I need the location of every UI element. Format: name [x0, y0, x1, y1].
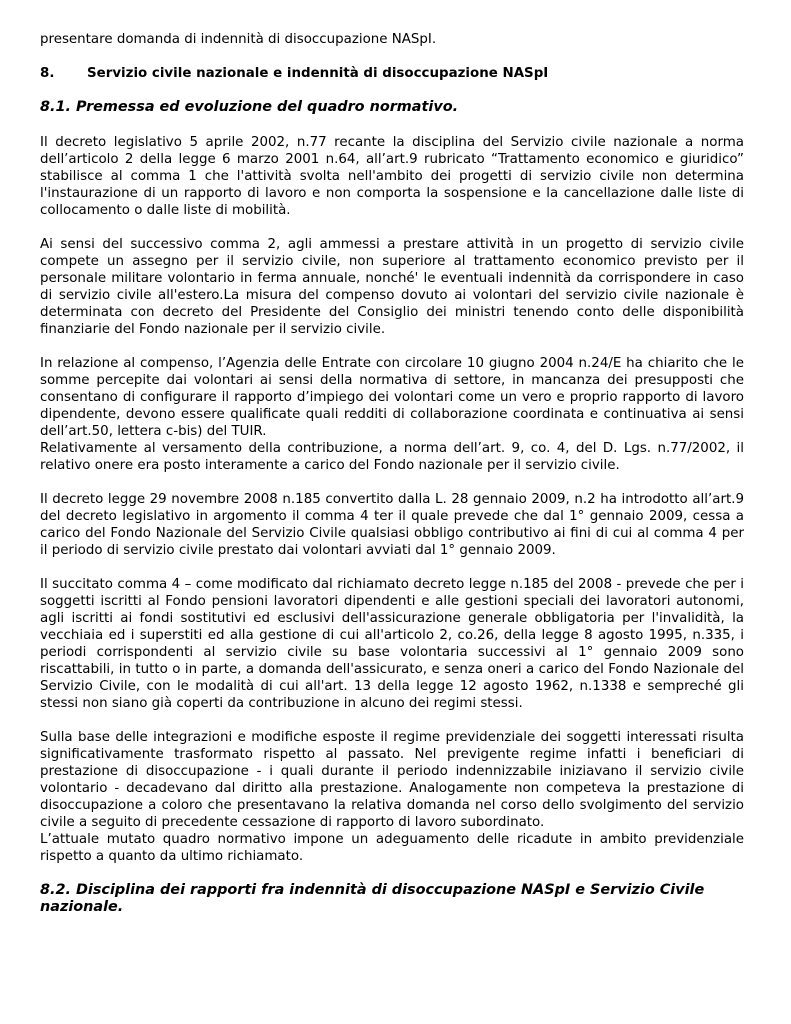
subsection-heading-1: 8.1. Premessa ed evoluzione del quadro normativo.	[40, 99, 459, 115]
section-heading	[40, 65, 744, 82]
document-page	[40, 31, 744, 917]
paragraph: Ai sensi del successivo comma 2, agli ammessi a prestare attività in un progetto di servizio civile compete un assegno per il servizio civile, non superiore al trattamento economico previsto per il personale militare volontario in ferma annuale, nonché' le eventuali indennità da corrispondere in caso di servizio civile all'estero.La misura del compenso dovuto ai volontari del servizio civile nazionale è determinata con decreto del Presidente del Consiglio dei ministri tenendo conto delle disponibilità finanziarie del Fondo nazionale per il servizio civile.	[40, 236, 744, 337]
paragraph: Relativamente al versamento della contribuzione, a norma dell’art. 9, co. 4, del D. Lgs. n.77/2002, il relativo onere era posto interamente a carico del Fondo nazionale per il servizio civile.	[40, 440, 744, 473]
intro-line: presentare domanda di indennità di disoccupazione NASpI.	[40, 32, 437, 47]
section-number: 8.	[40, 66, 55, 81]
paragraph: L’attuale mutato quadro normativo impone un adeguamento delle ricadute in ambito previdenziale rispetto a quanto da ultimo richiamato.	[40, 831, 744, 864]
subsection-heading-2: 8.2. Disciplina dei rapporti fra indennità di disoccupazione NASpI e Servizio Civile nazionale.	[40, 881, 705, 915]
paragraph: In relazione al compenso, l’Agenzia delle Entrate con circolare 10 giugno 2004 n.24/E ha chiarito che le somme percepite dai volontari ai sensi della normativa di settore, in mancanza dei presupposti che consentano di configurare il rapporto d’impiego dei volontari come un vero e proprio rapporto di lavoro dipendente, devono essere qualificate quali redditi di collaborazione coordinata e continuativa ai sensi dell’art.50, lettera c-bis) del TUIR.	[40, 355, 744, 439]
paragraph: Il decreto legge 29 novembre 2008 n.185 convertito dalla L. 28 gennaio 2009, n.2 ha introdotto all’art.9 del decreto legislativo in argomento il comma 4 ter il quale prevede che dal 1° gennaio 2009, cessa a carico del Fondo Nazionale del Servizio Civile qualsiasi obbligo contributivo ai fini di cui al comma 4 per il periodo di servizio civile prestato dai volontari avviati dal 1° gennaio 2009.	[40, 491, 744, 558]
paragraph: Sulla base delle integrazioni e modifiche esposte il regime previdenziale dei soggetti interessati risulta significativamente trasformato rispetto al passato. Nel previgente regime infatti i beneficiari di prestazione di disoccupazione - i quali durante il periodo indennizzabile iniziavano il servizio civile volontario - decadevano dal diritto alla prestazione. Analogamente non competeva la prestazione di disoccupazione a coloro che presentavano la relativa domanda nel corso dello svolgimento del servizio civile a seguito di precedente cessazione di rapporto di lavoro subordinato.	[40, 729, 744, 830]
paragraph: Il decreto legislativo 5 aprile 2002, n.77 recante la disciplina del Servizio civile nazionale a norma dell’articolo 2 della legge 6 marzo 2001 n.64, all’art.9 rubricato “Trattamento economico e giuridico” stabilisce al comma 1 che l'attività svolta nell'ambito dei progetti di servizio civile non determina l'instaurazione di un rapporto di lavoro e non comporta la sospensione e la cancellazione dalle liste di collocamento o dalle liste di mobilità.	[40, 134, 744, 218]
section-title: Servizio civile nazionale e indennità di disoccupazione NASpI	[87, 66, 549, 81]
paragraph: Il succitato comma 4 – come modificato dal richiamato decreto legge n.185 del 2008 - prevede che per i soggetti iscritti al Fondo pensioni lavoratori dipendenti e alle gestioni speciali dei lavoratori autonomi, agli iscritti ai fondi sostitutivi ed esclusivi dell'assicurazione generale obbligatoria per l'invalidità, la vecchiaia ed i superstiti ed alla gestione di cui all'articolo 2, co.26, della legge 8 agosto 1995, n.335, i periodi corrispondenti al servizio civile su base volontaria successivi al 1° gennaio 2009 sono riscattabili, in tutto o in parte, a domanda dell'assicurato, e senza oneri a carico del Fondo Nazionale del Servizio Civile, con le modalità di cui all'art. 13 della legge 12 agosto 1962, n.1338 e sempreché gli stessi non siano già coperti da contribuzione in alcuno dei regimi stessi.	[40, 576, 744, 711]
